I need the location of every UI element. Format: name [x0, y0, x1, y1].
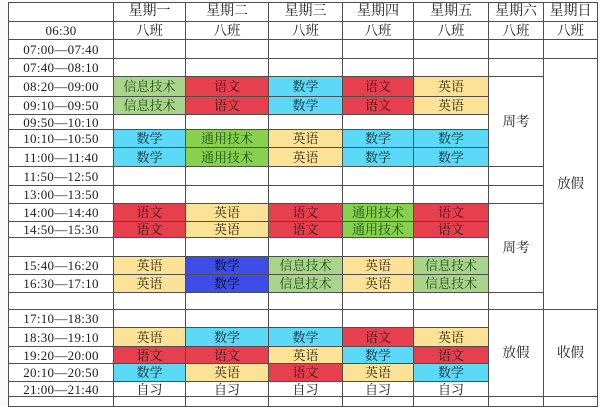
subject-cell: 数学 [414, 148, 489, 167]
self-study-cell: 自习 [343, 382, 414, 397]
empty-cell [186, 167, 269, 186]
class-header: 八班 [544, 22, 598, 40]
class-header: 八班 [343, 22, 414, 40]
subject-cell: 信息技术 [114, 77, 186, 97]
subject-cell: 英语 [186, 364, 269, 382]
empty-cell [186, 310, 269, 328]
subject-cell: 信息技术 [414, 257, 489, 275]
empty-cell [414, 310, 489, 328]
schedule-row [9, 204, 598, 222]
empty-cell [114, 186, 186, 204]
empty-cell [114, 397, 186, 407]
empty-cell [343, 186, 414, 204]
class-header: 八班 [186, 22, 269, 40]
subject-cell: 信息技术 [414, 275, 489, 293]
weekly-exam-cell: 周考 [489, 204, 544, 293]
empty-cell [269, 397, 343, 407]
empty-cell [343, 115, 414, 130]
empty-cell [114, 167, 186, 186]
time-slot: 15:40—16:20 [9, 257, 114, 275]
time-slot: 09:10—09:50 [9, 97, 114, 115]
subject-cell: 语文 [269, 364, 343, 382]
subject-cell: 英语 [343, 257, 414, 275]
schedule-row [9, 397, 598, 407]
time-slot: 14:50—15:30 [9, 222, 114, 238]
empty-cell [114, 59, 186, 77]
self-study-cell: 自习 [269, 382, 343, 397]
subject-cell: 英语 [414, 97, 489, 115]
empty-cell [544, 40, 598, 59]
subject-cell: 通用技术 [343, 204, 414, 222]
schedule-row [9, 59, 598, 77]
time-slot: 10:10—10:50 [9, 130, 114, 148]
class-header: 八班 [489, 22, 544, 40]
time-slot: 13:00—13:50 [9, 186, 114, 204]
empty-cell [489, 186, 544, 204]
subject-cell: 数学 [343, 148, 414, 167]
empty-cell [414, 186, 489, 204]
day-header: 星期三 [269, 3, 343, 22]
empty-cell [489, 293, 544, 310]
subject-cell: 英语 [269, 148, 343, 167]
subject-cell: 语文 [186, 97, 269, 115]
schedule-table-body [9, 3, 598, 407]
empty-cell [343, 59, 414, 77]
day-header: 星期日 [544, 3, 598, 22]
empty-cell [414, 238, 489, 257]
time-slot [9, 397, 114, 407]
time-slot [9, 293, 114, 310]
subject-cell: 语文 [114, 222, 186, 238]
corner-cell [9, 3, 114, 22]
subject-cell: 英语 [186, 222, 269, 238]
subject-cell: 英语 [269, 130, 343, 148]
empty-cell [186, 186, 269, 204]
subject-cell: 英语 [186, 204, 269, 222]
schedule-row [9, 167, 598, 186]
schedule-row [9, 3, 598, 22]
empty-cell [186, 293, 269, 310]
subject-cell: 数学 [343, 347, 414, 364]
empty-cell [269, 115, 343, 130]
empty-cell [186, 115, 269, 130]
empty-cell [414, 293, 489, 310]
empty-cell [269, 186, 343, 204]
subject-cell: 数学 [414, 364, 489, 382]
subject-cell: 语文 [114, 347, 186, 364]
day-header: 星期二 [186, 3, 269, 22]
empty-cell [114, 310, 186, 328]
time-slot: 07:00—07:40 [9, 40, 114, 59]
subject-cell: 英语 [343, 275, 414, 293]
subject-cell: 语文 [343, 77, 414, 97]
time-slot: 06:30 [9, 22, 114, 40]
self-study-cell: 自习 [114, 382, 186, 397]
class-header: 八班 [414, 22, 489, 40]
schedule-row [9, 293, 598, 310]
holiday-cell: 放假 [489, 310, 544, 397]
time-slot: 20:10—20:50 [9, 364, 114, 382]
subject-cell: 语文 [414, 204, 489, 222]
weekly-exam-cell: 周考 [489, 77, 544, 167]
subject-cell: 语文 [269, 222, 343, 238]
subject-cell: 语文 [186, 347, 269, 364]
subject-cell: 语文 [414, 222, 489, 238]
empty-cell [186, 40, 269, 59]
empty-cell [414, 397, 489, 407]
empty-cell [269, 40, 343, 59]
subject-cell: 数学 [186, 257, 269, 275]
subject-cell: 语文 [343, 97, 414, 115]
schedule-row [9, 40, 598, 59]
subject-cell: 数学 [186, 328, 269, 347]
empty-cell [414, 115, 489, 130]
time-slot: 07:40—08:10 [9, 59, 114, 77]
day-header: 星期五 [414, 3, 489, 22]
time-slot: 17:10—18:30 [9, 310, 114, 328]
holiday-cell: 放假 [544, 59, 598, 310]
subject-cell: 英语 [114, 275, 186, 293]
empty-cell [186, 238, 269, 257]
empty-cell [489, 59, 544, 77]
subject-cell: 通用技术 [186, 130, 269, 148]
empty-cell [114, 238, 186, 257]
subject-cell: 通用技术 [186, 148, 269, 167]
empty-cell [343, 310, 414, 328]
subject-cell: 信息技术 [114, 97, 186, 115]
subject-cell: 数学 [269, 77, 343, 97]
time-slot: 14:00—14:40 [9, 204, 114, 222]
class-header: 八班 [269, 22, 343, 40]
subject-cell: 英语 [114, 328, 186, 347]
empty-cell [269, 59, 343, 77]
empty-cell [489, 397, 544, 407]
empty-cell [489, 40, 544, 59]
empty-cell [343, 238, 414, 257]
empty-cell [343, 293, 414, 310]
empty-cell [114, 115, 186, 130]
empty-cell [414, 59, 489, 77]
empty-cell [186, 59, 269, 77]
empty-cell [489, 167, 544, 186]
empty-cell [114, 293, 186, 310]
subject-cell: 数学 [114, 130, 186, 148]
empty-cell [186, 397, 269, 407]
self-study-cell: 自习 [414, 382, 489, 397]
subject-cell: 语文 [414, 347, 489, 364]
subject-cell: 数学 [269, 328, 343, 347]
day-header: 星期四 [343, 3, 414, 22]
holiday-return-cell: 收假 [544, 310, 598, 397]
time-slot: 08:20—09:00 [9, 77, 114, 97]
subject-cell: 语文 [269, 204, 343, 222]
subject-cell: 数学 [343, 130, 414, 148]
subject-cell: 英语 [343, 364, 414, 382]
empty-cell [414, 40, 489, 59]
self-study-cell: 自习 [186, 382, 269, 397]
class-header: 八班 [114, 22, 186, 40]
subject-cell: 英语 [414, 77, 489, 97]
schedule-row [9, 22, 598, 40]
time-slot: 16:30—17:10 [9, 275, 114, 293]
subject-cell: 信息技术 [269, 257, 343, 275]
empty-cell [343, 167, 414, 186]
subject-cell: 英语 [269, 347, 343, 364]
subject-cell: 数学 [114, 364, 186, 382]
subject-cell: 通用技术 [343, 222, 414, 238]
empty-cell [269, 310, 343, 328]
subject-cell: 英语 [414, 328, 489, 347]
subject-cell: 语文 [343, 328, 414, 347]
subject-cell: 语文 [114, 204, 186, 222]
schedule-row [9, 310, 598, 328]
empty-cell [269, 167, 343, 186]
subject-cell: 数学 [186, 275, 269, 293]
empty-cell [343, 397, 414, 407]
schedule-table [8, 2, 598, 407]
subject-cell: 数学 [114, 148, 186, 167]
schedule-row [9, 77, 598, 97]
empty-cell [269, 238, 343, 257]
empty-cell [343, 40, 414, 59]
subject-cell: 英语 [114, 257, 186, 275]
time-slot: 11:00—11:40 [9, 148, 114, 167]
time-slot [9, 238, 114, 257]
schedule-row [9, 186, 598, 204]
subject-cell: 数学 [269, 97, 343, 115]
day-header: 星期一 [114, 3, 186, 22]
time-slot: 11:50—12:50 [9, 167, 114, 186]
subject-cell: 数学 [414, 130, 489, 148]
time-slot: 21:00—21:40 [9, 382, 114, 397]
day-header: 星期六 [489, 3, 544, 22]
empty-cell [544, 397, 598, 407]
empty-cell [414, 167, 489, 186]
empty-cell [269, 293, 343, 310]
time-slot: 19:20—20:00 [9, 347, 114, 364]
time-slot: 18:30—19:10 [9, 328, 114, 347]
time-slot: 09:50—10:10 [9, 115, 114, 130]
subject-cell: 语文 [186, 77, 269, 97]
subject-cell: 信息技术 [269, 275, 343, 293]
empty-cell [114, 40, 186, 59]
